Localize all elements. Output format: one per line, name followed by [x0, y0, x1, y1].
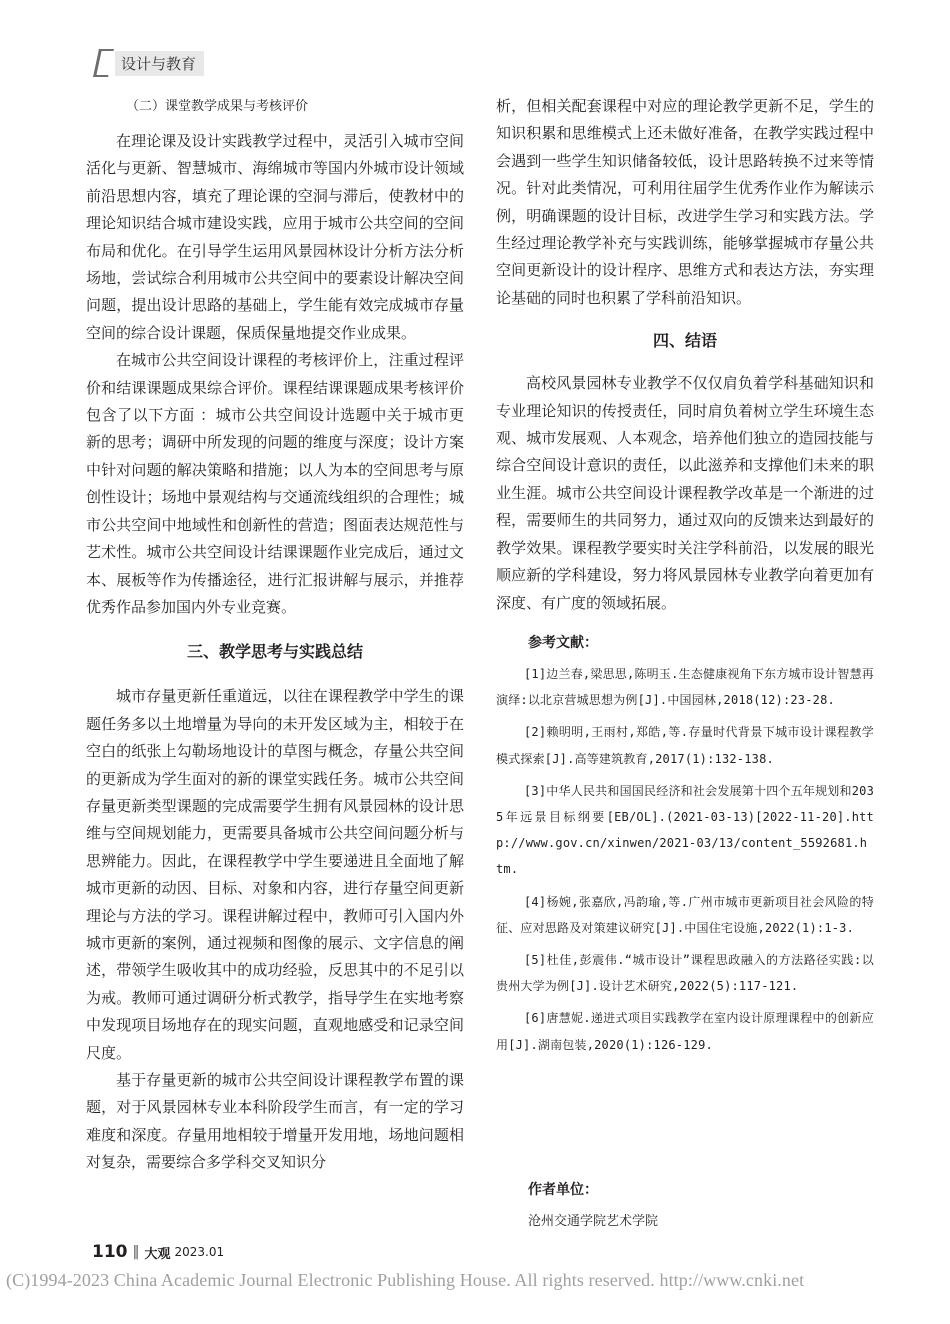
journal-issue: 2023.01 [174, 1245, 225, 1259]
footer-separator: ‖ [132, 1244, 140, 1260]
section-header [96, 50, 204, 76]
reference-item: [2]赖明明,王雨村,郑皓,等.存量时代背景下城市设计课程教学模式探索[J].高等建筑教育,2017(1):132-138. [496, 725, 874, 766]
section-3-heading: 三、教学思考与实践总结 [186, 642, 363, 662]
reference-item: [4]杨婉,张嘉欣,冯韵瑜,等.广州市城市更新项目社会风险的特征、应对思路及对策建议研究[J].中国住宅设施,2022(1):1-3. [496, 894, 874, 935]
section-label: 设计与教育 [115, 51, 204, 76]
right-column [496, 93, 874, 1064]
header-bracket-ornament [93, 49, 114, 77]
page-number: 110 [92, 1242, 128, 1262]
section-4-heading: 四、结语 [652, 331, 717, 351]
author-affiliation [528, 1178, 658, 1234]
author-unit: 沧州交通学院艺术学院 [528, 1214, 659, 1229]
reference-item: [6]唐慧妮.递进式项目实践教学在室内设计原理课程中的创新应用[J].湖南包装,2020(1):126-129. [496, 1011, 874, 1052]
page-footer [92, 1242, 224, 1262]
author-title: 作者单位： [528, 1182, 598, 1198]
paragraph: 在城市公共空间设计课程的考核评价上，注重过程评价和结课课题成果综合评价。课程结课课题成果考核评价包含了以下方面 ：城市公共空间设计选题中关于城市更新的思考；调研中所发现的问题的维度与深度；设计方案中针对问题的解决策略和措施；以人为本的空间思考与原创性设计；场地中景观结构与交通流线组织的合理性；城市公共空间中地域性和创新性的营造；图面表达规范性与艺术性。城市公共空间设计结课课题作业完成后，通过文本、展板等作为传播途径，进行汇报讲解与展示，并推荐优秀作品参加国内外专业竞赛。 [86, 351, 464, 616]
references-title: 参考文献： [528, 634, 598, 651]
reference-item: [5]杜佳,彭震伟.“城市设计”课程思政融入的方法路径实践:以贵州大学为例[J].设计艺术研究,2022(5):117-121. [496, 952, 874, 994]
references [496, 631, 874, 1058]
journal-name: 大观 [144, 1246, 171, 1262]
conclusion-paragraph: 高校风景园林专业教学不仅仅肩负着学科基础知识和专业理论知识的传授责任，同时肩负着树立学生环境生态观、城市发展观、人本观念，培养他们独立的造园技能与综合空间设计意识的责任，以此滋养和支撑他们未来的职业生涯。城市公共空间设计课程教学改革是一个渐进的过程，需要师生的共同努力，通过双向的反馈来达到最好的教学效果。课程教学要实时关注学科前沿，以发展的眼光顺应新的学科建设，努力将风景园林专业教学向着更加有深度、有广度的领域拓展。 [496, 374, 874, 612]
paragraph: 城市存量更新任重道远，以往在课程教学中学生的课题任务多以土地增量为导向的未开发区域为主，相较于在空白的纸张上勾勒场地设计的草图与概念，存量公共空间的更新成为学生面对的新的课堂实践任务。城市公共空间存量更新类型课题的完成需要学生拥有风景园林的设计思维与空间规划能力，更需要具备城市公共空间问题分析与思辨能力。因此，在课程教学中学生要递进且全面地了解城市更新的动因、目标、对象和内容，进行存量空间更新理论与方法的学习。课程讲解过程中，教师可引入国内外城市更新的案例，通过视频和图像的展示、文字信息的阐述，带领学生吸收其中的成功经验，反思其中的不足引以为戒。教师可通过调研分析式教学，指导学生在实地考察中发现项目场地存在的现实问题，直观地感受和记录空间尺度。 [86, 687, 464, 1062]
paragraph-continued: 析，但相关配套课程中对应的理论教学更新不足，学生的知识积累和思维模式上还未做好准备，在教学实践过程中会遇到一些学生知识储备较低，设计思路转换不过来等情况。针对此类情况，可利用往届学生优秀作业作为解读示例，明确课题的设计目标，改进学生学习和实践方法。学生经过理论教学补充与实践训练，能够掌握城市存量公共空间更新设计的设计程序、思维方式和表达方法，夯实理论基础的同时也积累了学科前沿知识。 [496, 97, 874, 307]
subsection-title: （二）课堂教学成果与考核评价 [126, 99, 309, 114]
reference-item: [3]中华人民共和国国民经济和社会发展第十四个五年规划和2035年远景目标纲要[EB/OL].(2021-03-13)[2022-11-20].http://www.gov.cn/xinwen/2021-03/13/content_5592681.htm. [496, 783, 874, 877]
paragraph: 基于存量更新的城市公共空间设计课程教学布置的课题，对于风景园林专业本科阶段学生而言，有一定的学习难度和深度。存量用地相较于增量开发用地，场地问题相对复杂，需要综合多学科交叉知识分 [86, 1071, 464, 1172]
left-column [86, 96, 464, 1177]
paragraph: 在理论课及设计实践教学过程中，灵活引入城市空间活化与更新、智慧城市、海绵城市等国内外城市设计领域前沿思想内容，填充了理论课的空洞与滞后，使教材中的理论知识结合城市建设实践，应用于城市公共空间的空间布局和优化。在引导学生运用风景园林设计分析方法分析场地，尝试综合利用城市公共空间中的要素设计解决空间问题，提出设计思路的基础上，学生能有效完成城市存量空间的综合设计课题，保质保量地提交作业成果。 [86, 132, 464, 342]
copyright-notice: (C)1994-2023 China Academic Journal Electronic Publishing House. All rights reserved. http://www.cnki.net [6, 1270, 805, 1290]
reference-item: [1]边兰春,梁思思,陈明玉.生态健康视角下东方城市设计智慧再演绎:以北京营城思想为例[J].中国园林,2018(12):23-28. [496, 666, 874, 708]
